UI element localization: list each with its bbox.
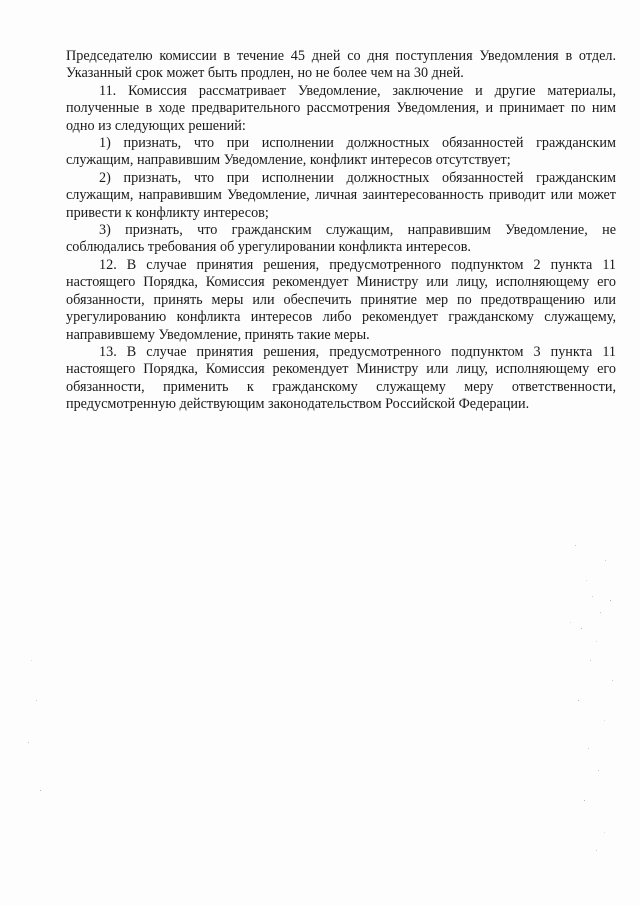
paragraph-item-13: 13. В случае принятия решения, предусмотренного подпунктом 3 пункта 11 настоящего Порядка, Комиссия рекомендует Министру или лицу, исполняющему его обязанности, применить к гражданскому служащему меру ответственности, предусмотренную действующим законодательством Российской Федерации. (66, 343, 616, 413)
scan-speck (604, 832, 605, 833)
scan-speck (610, 600, 611, 601)
paragraph-item-12: 12. В случае принятия решения, предусмотренного подпунктом 2 пункта 11 настоящего Порядка, Комиссия рекомендует Министру или лицу, исполняющему его обязанности, принять меры или обеспечить принятие мер по предотвращению или урегулированию конфликта интересов либо рекомендует гражданскому служащему, направившему Уведомление, принять такие меры. (66, 256, 616, 343)
scan-speck (596, 641, 597, 642)
scan-speck (584, 800, 585, 801)
paragraph-subitem-2: 2) признать, что при исполнении должностных обязанностей гражданским служащим, направившим Уведомление, личная заинтересованность приводит или может привести к конфликту интересов; (66, 169, 616, 221)
scan-speck (586, 580, 587, 581)
scan-speck (40, 790, 41, 791)
scan-speck (604, 720, 605, 721)
paragraph-subitem-3: 3) признать, что гражданским служащим, направившим Уведомление, не соблюдались требования об урегулировании конфликта интересов. (66, 222, 616, 256)
document-body (66, 48, 616, 414)
scan-speck (36, 700, 37, 701)
scan-speck (612, 680, 613, 681)
paragraph-continuation: Председателю комиссии в течение 45 дней со дня поступления Уведомления в отдел. Указанный срок может быть продлен, но не более чем на 30 дней. (66, 48, 616, 82)
scan-speck (600, 612, 601, 613)
scan-speck (31, 660, 32, 661)
scan-speck (605, 560, 606, 561)
scan-speck (570, 622, 571, 623)
scan-speck (581, 628, 582, 629)
paragraph-item-11: 11. Комиссия рассматривает Уведомление, заключение и другие материалы, полученные в ходе предварительного рассмотрения Уведомления, и принимает по ним одно из следующих решений: (66, 82, 616, 134)
scan-speck (578, 700, 579, 701)
scan-speck (575, 545, 576, 546)
scan-speck (598, 770, 599, 771)
paragraph-subitem-1: 1) признать, что при исполнении должностных обязанностей гражданским служащим, направившим Уведомление, конфликт интересов отсутствует; (66, 135, 616, 169)
scan-speck (596, 850, 597, 851)
scan-speck (590, 660, 591, 661)
scan-speck (592, 596, 593, 597)
scan-speck (588, 748, 589, 749)
scan-speck (28, 742, 29, 743)
